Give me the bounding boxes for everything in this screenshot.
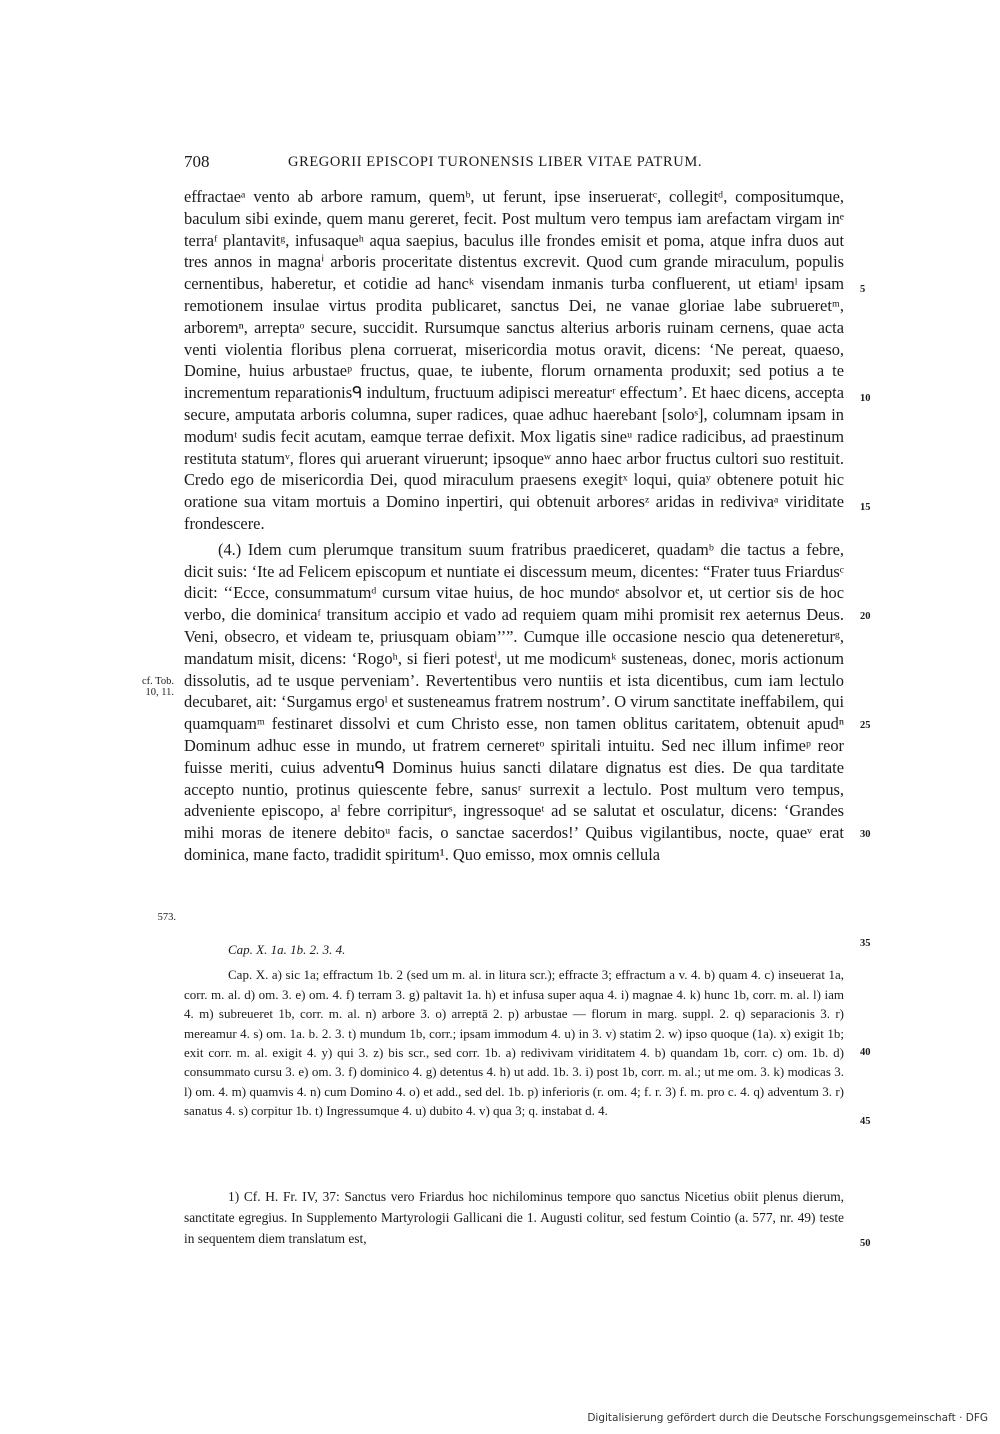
page-number: 708 <box>184 152 210 171</box>
line-number: 45 <box>860 1116 871 1127</box>
line-number: 35 <box>860 938 871 949</box>
main-text <box>184 186 844 866</box>
footnote: 1) Cf. H. Fr. IV, 37: Sanctus vero Friardus hoc nichilominus tempore quo sanctus Nicetius obiit plenus dierum, sanctitate egregius. In Supplemento Martyrologii Gallicani die 1. Augusti colitur, sed festum Cointio (a. 577, nr. 49) teste in sequentem diem translatum est, <box>184 1189 844 1246</box>
apparatus-sigla: Cap. X. 1a. 1b. 2. 3. 4. <box>228 942 346 957</box>
apparatus-notes: Cap. X. a) sic 1a; effractum 1b. 2 (sed um m. al. in litura scr.); effracte 3; effractum a v. 4. b) quam 4. c) inseuerat 1a, corr. m. al. d) om. 3. e) om. 4. f) terram 3. g) paltavit 1a. h) et infusa super aqua 4. i) magnae 4. k) hunc 1b, corr. m. al. l) iam 4. m) subreueret 1b, corr. m. al. n) arbore 3. o) arreptā 2. p) arbustae — florum in marg. suppl. 2. q) separacionis 3. r) mereamur 4. s) om. 1a. b. 2. 3. t) mundum 1b, corr.; ipsam immodum 4. u) in 3. v) statim 2. w) ipso quoque (1a). x) exigit 1b; exit corr. m. al. exigit 4. y) qui 3. z) bis scr., sed corr. 1b. a) redivivam viriditatem 4. b) quandam 1b, corr. c) om. 1b. d) consummato cursu 3. e) om. 3. f) dominico 4. g) detentus 4. h) ut add. 1b. 3. i) post 1b, corr. m. al.; ut me om. 3. k) modicas 3. l) om. 4. m) quamvis 4. n) cum Domino 4. o) et add., sed del. 1b. p) inferioris (r. om. 4; f. r. 3) f. m. pro c. 4. q) adventum 3. r) sanatus 4. s) corpitur 1b. t) Ingressumque 4. u) dubito 4. v) qua 3; q. instabat d. 4. <box>184 967 844 1119</box>
margin-year: 573. <box>157 912 176 923</box>
line-number: 30 <box>860 829 871 840</box>
dfg-credit: Digitalisierung gefördert durch die Deutsche Forschungsgemeinschaft · DFG <box>587 1412 988 1424</box>
paragraph-2: (4.) Idem cum plerumque transitum suum fratribus praediceret, quadamᵇ die tactus a febre, dicit suis: ‘Ite ad Felicem episcopum et nuntiate ei discessum meum, dicentes: “Frater tuus Friardusᶜ dicit: ‘‘Ecce, consummatumᵈ cursum vitae huius, de hoc mundoᵉ absolvor et, ut certior sis de hoc verbo, die dominicaᶠ transitum accipio et vado ad requiem quam mihi promisit rex aeternus Deus. Veni, obsecro, et videam te, priusquam obiam’’”. Cumque ille occasione nescio qua detenereturᵍ, mandatum misit, dicens: ‘Rogoʰ, si fieri potestⁱ, ut me modicumᵏ susteneas, donec, moris actionum dissolutis, ad te usque perveniam’. Revertentibus vero nuntiis et ista dicentibus, cum iam lectulo decubaret, ait: ‘Surgamus ergoˡ et susteneamus fratrem nostrum’. O virum sanctitate ineffabilem, qui quamquamᵐ festinaret dissolvi et cum Christo esse, non tamen oblitus caritatem, obtenuit apudⁿ Dominum adhuc esse in mundo, ut fratrem cerneretᵒ spiritali intuitu. Sed nec illum infimeᵖ reor fuisse meriti, cuius adventuᑫ Dominus huius sancti dilatare dignatus est dies. De qua tarditate accepto nuntio, protinus quiescente febre, sanusʳ surrexit a lectulo. Post multum vero tempus, adveniente episcopo, aˡ febre corripiturˢ, ingressoqueᵗ ad se salutat et osculatur, dicens: ‘Grandes mihi moras de itenere debitoᵘ facis, o sanctae sacerdos!’ Quibus vigilantibus, nocte, quaeᵛ erat dominica, mane facto, tradidit spiritum¹. Quo emisso, mox omnis cellula <box>184 539 844 864</box>
line-number: 40 <box>860 1047 871 1058</box>
line-number: 15 <box>860 502 871 513</box>
line-number: 5 <box>860 284 866 295</box>
critical-apparatus <box>184 940 844 1121</box>
line-number: 50 <box>860 1238 871 1249</box>
paragraph-1: effractaeᵃ vento ab arbore ramum, quemᵇ, ut ferunt, ipse inserueratᶜ, collegitᵈ, compositumque, baculum sibi exinde, quem manu gereret, fecit. Post multum vero tempus iam arefactam virgam inᵉ terraᶠ plantavitᵍ, infusaqueʰ aqua saepius, baculus ille frondes emisit et poma, atque infra duos aut tres annos in magnaⁱ arboris proceritate distentus excrevit. Quod cum grande miraculum, populis cernentibus, haberetur, et cotidie ad hancᵏ visendam inmanis turba confluerent, ut etiamˡ ipsam remotionem insulae virtus prodita publicaret, sanctus Dei, ne vanae gloriae labe subrueretᵐ, arboremⁿ, arreptaᵒ secure, succidit. Rursumque sanctus alterius arboris ruinam cernens, quae acta venti violentia floribus plena corruerat, misericordia motus oravit, dicens: ‘Ne pereat, quaeso, Domine, huius arbustaeᵖ fructus, quae, te iubente, florum ornamenta produxit; sed potius a te incrementum reparationisᑫ indultum, fructuum adipisci mereaturʳ effectum’. Et haec dicens, accepta secure, amputata arboris columna, super radices, quae adhuc haerebant [soloˢ], columnam ipsam in modumᵗ sudis fecit acutam, eamque terrae defixit. Mox ligatis sineᵘ radice radicibus, ad praestinum restituta statumᵛ, flores qui aruerant viruerunt; ipsoqueʷ anno haec arbor fructus cultori suo restituit. Credo ego de misericordia Dei, quod miraculum praesens exegitˣ loqui, quiaʸ obtenere potuit hic oratione sua vitam mortuis a Domino inpertiri, qui obtenuit arboresᶻ aridas in redivivaᵃ viriditate frondescere. <box>184 187 844 533</box>
line-number: 10 <box>860 393 871 404</box>
line-number: 20 <box>860 611 871 622</box>
margin-reference-tobit: cf. Tob. 10, 11. <box>141 676 174 698</box>
line-number: 25 <box>860 720 871 731</box>
running-title: GREGORII EPISCOPI TURONENSIS LIBER VITAE PATRUM. <box>288 154 703 170</box>
page-header <box>184 152 844 176</box>
